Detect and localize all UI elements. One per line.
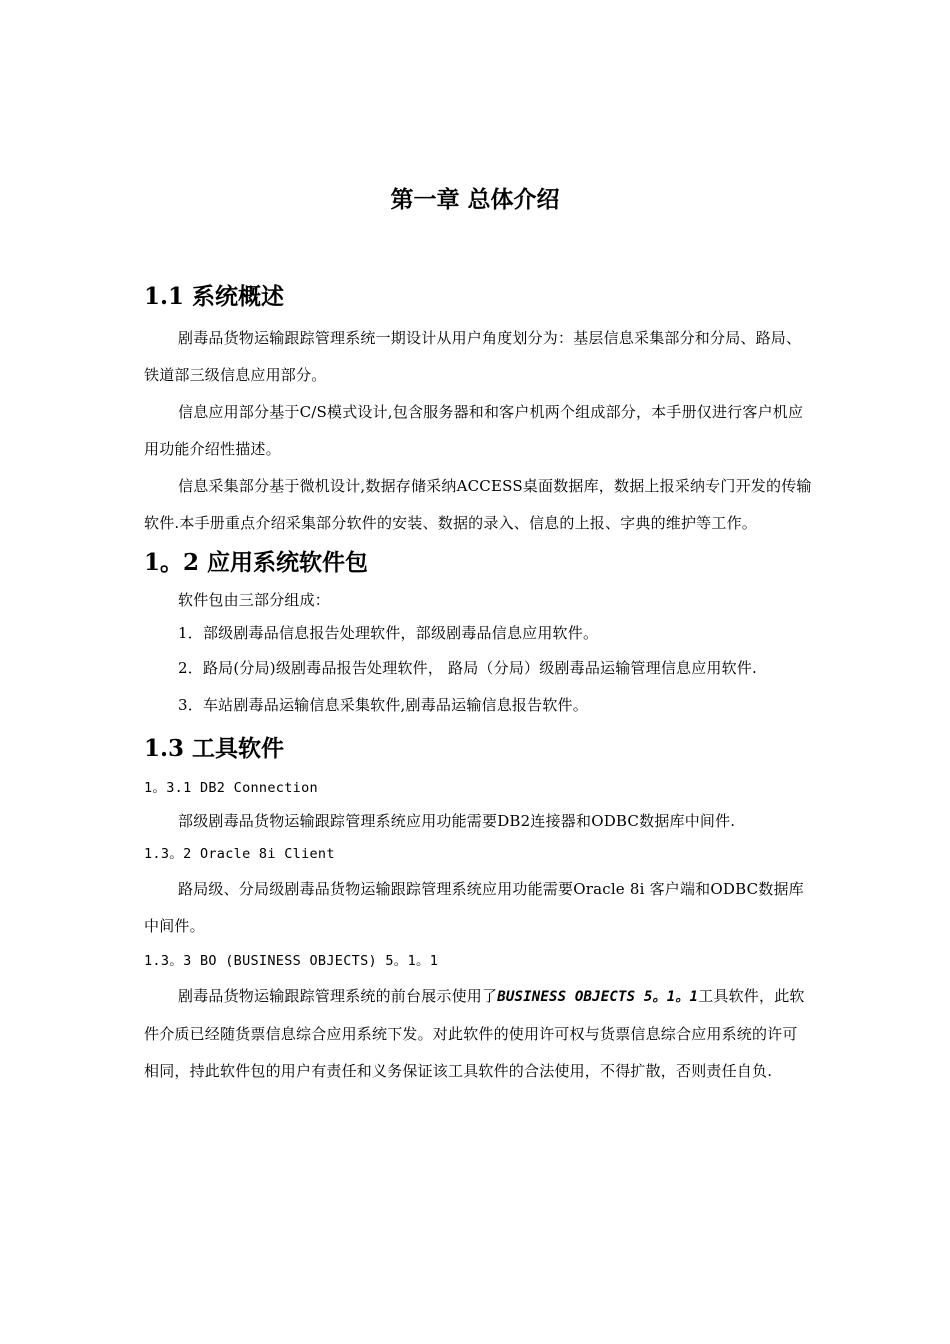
subsection-heading-db2: 1。3.1 DB2 Connection — [144, 780, 318, 796]
oracle-paragraph: 路局级、分局级剧毒品货物运输跟踪管理系统应用功能需要Oracle 8i 客户端和ODBC数据库中间件。 — [144, 880, 804, 935]
overview-paragraph-1: 剧毒品货物运输跟踪管理系统一期设计从用户角度划分为：基层信息采集部分和分局、路局、铁道部三级信息应用部分。 — [144, 329, 802, 384]
overview-paragraph-3: 信息采集部分基于微机设计,数据存储采纳ACCESS桌面数据库，数据上报采纳专门开发的传输软件.本手册重点介绍采集部分软件的安装、数据的录入、信息的上报、字典的维护等工作。 — [144, 477, 812, 532]
subsection-heading-bo: 1.3。3 BO (BUSINESS OBJECTS) 5。1。1 — [144, 953, 439, 969]
section-heading-overview: 1.1 系统概述 — [144, 283, 285, 310]
overview-paragraph-2: 信息应用部分基于C/S模式设计,包含服务器和和客户机两个组成部分，本手册仅进行客户机应用功能介绍性描述。 — [144, 403, 804, 458]
package-item-2: 2．路局(分局)级剧毒品报告处理软件， 路局（分局）级剧毒品运输管理信息应用软件. — [178, 659, 757, 677]
bo-paragraph — [144, 978, 812, 1090]
package-intro: 软件包由三部分组成： — [178, 591, 331, 609]
section-heading-package: 1。2 应用系统软件包 — [144, 549, 369, 576]
bo-text-after: 工具软件，此软件介质已经随货票信息综合应用系统下发。对此软件的使用许可权与货票信息综合应用系统的许可相同，持此软件包的用户有责任和义务保证该工具软件的合法使用，不得扩散，否则责任自负. — [144, 987, 805, 1080]
package-item-3: 3．车站剧毒品运输信息采集软件,剧毒品运输信息报告软件。 — [178, 696, 588, 714]
db2-paragraph: 部级剧毒品货物运输跟踪管理系统应用功能需要DB2连接器和ODBC数据库中间件. — [178, 812, 736, 830]
chapter-title: 第一章 总体介绍 — [390, 187, 560, 213]
bo-text-before: 剧毒品货物运输跟踪管理系统的前台展示使用了 — [178, 987, 498, 1005]
document-body — [144, 278, 812, 1090]
section-heading-tools: 1.3 工具软件 — [144, 735, 285, 762]
package-item-1: 1．部级剧毒品信息报告处理软件，部级剧毒品信息应用软件。 — [178, 624, 599, 642]
subsection-heading-oracle: 1.3。2 Oracle 8i Client — [144, 846, 335, 862]
bo-product-name: BUSINESS OBJECTS 5。1。1 — [497, 989, 699, 1005]
